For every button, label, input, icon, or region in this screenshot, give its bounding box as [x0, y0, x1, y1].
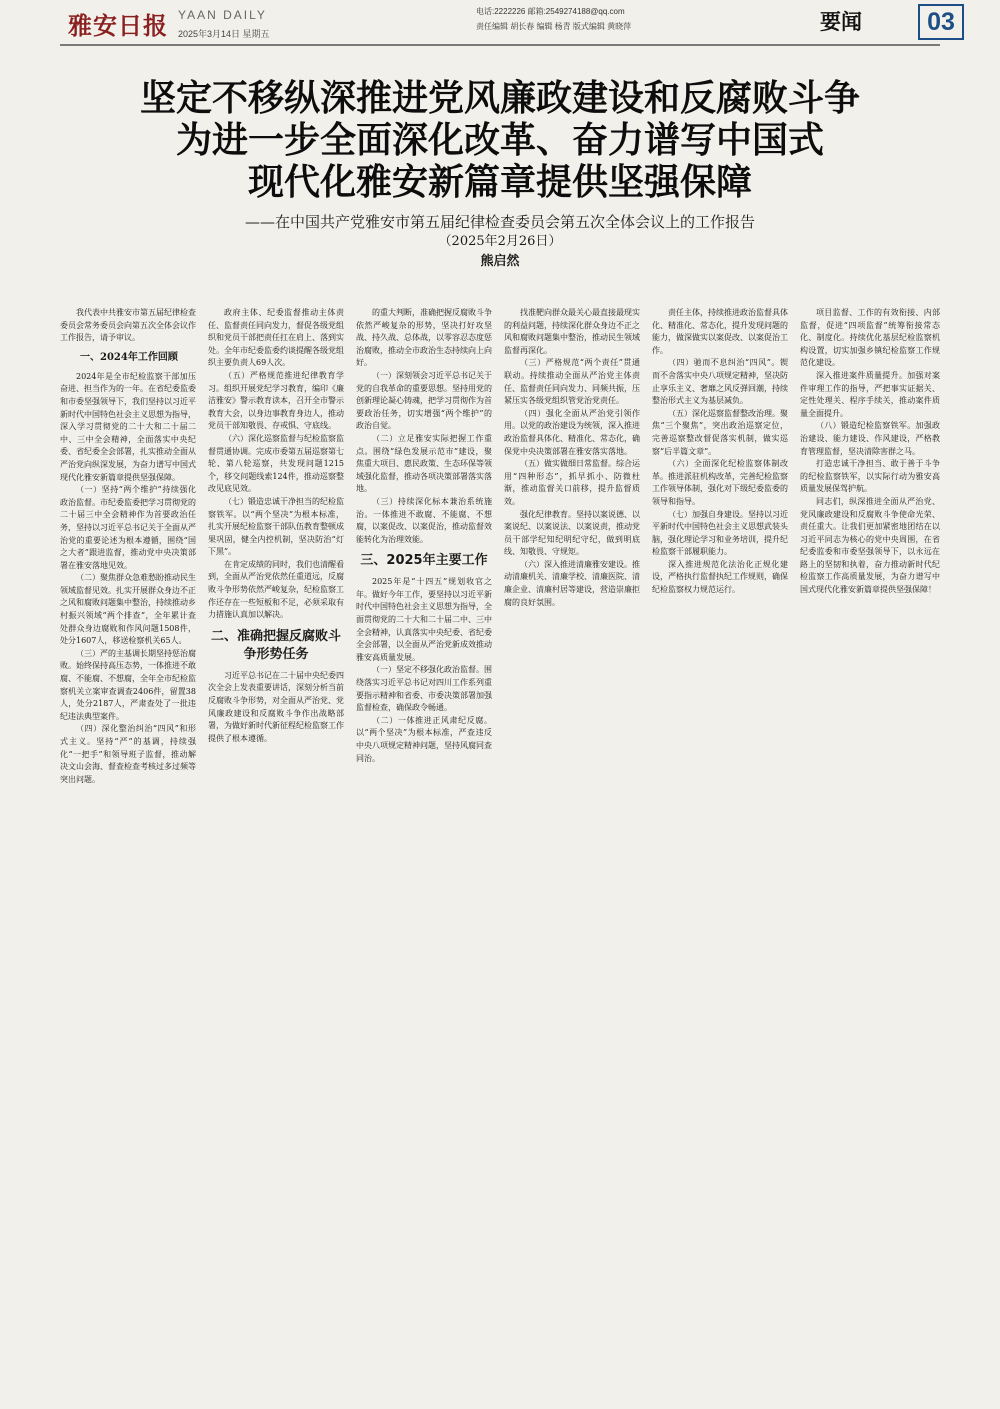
paragraph: 深入推进案件质量提升。加强对案件审理工作的指导，严把事实证据关、定性处理关、程序手续关，推动案件质量全面提升。: [800, 370, 940, 418]
paragraph: 找准靶向群众最关心最直接最现实的利益问题，持续深化群众身边不正之风和腐败问题集中整治，推动民生领域监督再深化。: [504, 308, 640, 355]
article-column-6: [800, 307, 940, 1395]
report-date: （2025年2月26日）: [438, 234, 562, 249]
section-heading: 二、准确把握反腐败斗争形势任务: [210, 628, 341, 662]
editors-line: 责任编辑 胡长春 编辑 杨青 版式编辑 黄晓萍: [476, 22, 632, 31]
paragraph: （五）做实做细日常监督。综合运用“四种形态”，抓早抓小、防微杜渐，推动监督关口前移，提升监督质效。: [504, 459, 640, 506]
paragraph: （七）加强自身建设。坚持以习近平新时代中国特色社会主义思想武装头脑，强化理论学习和业务培训，提升纪检监察干部履职能力。: [652, 509, 788, 557]
masthead: [0, 0, 1000, 46]
paragraph: （三）持续深化标本兼治系统施治。一体推进不敢腐、不能腐、不想腐，以案促改、以案促治，推动监督效能转化为治理效能。: [356, 496, 492, 544]
paragraph: 政府主体、纪委监督推动主体责任、监督责任同向发力，督促各级党组织和党员干部把责任扛在肩上、落到实处。全年市纪委监委约谈提醒各级党组织主要负责人69人次。: [208, 308, 344, 368]
article-column-5: [652, 307, 788, 1395]
paragraph: （四）驰而不息纠治“四风”。锲而不舍落实中央八项规定精神，坚决防止享乐主义、奢靡之风反弹回潮，持续整治形式主义为基层减负。: [652, 358, 788, 406]
paragraph: （五）严格规范推进纪律教育学习。组织开展党纪学习教育，编印《廉洁雅安》警示教育读本，召开全市警示教育大会，以身边事教育身边人，推动党员干部知敬畏、存戒惧、守底线。: [208, 370, 344, 431]
paragraph: 2024年是全市纪检监察干部加压奋进、担当作为的一年。在省纪委监委和市委坚强领导下，我们坚持以习近平新时代中国特色社会主义思想为指导，深入学习贯彻党的二十大和二十届二中、三中全会精神，全面落实中央纪委、省纪委全会部署，扎实推动全面从严治党向纵深发展，为奋力谱写中国式现代化雅安新篇章提供坚强保障。: [60, 371, 196, 482]
paragraph: （四）深化整治纠治“四风”和形式主义。坚持“严”的基调，持续强化“一把手”和领导班子监督，推动解决文山会海、督查检查考核过多过频等突出问题。: [60, 724, 196, 784]
article-body: [60, 307, 940, 1395]
paragraph: （六）深入推进清廉雅安建设。推动清廉机关、清廉学校、清廉医院、清廉企业、清廉村居等建设，营造崇廉拒腐的良好氛围。: [504, 559, 640, 607]
paragraph: 2025年是“十四五”规划收官之年。做好今年工作，要坚持以习近平新时代中国特色社会主义思想为指导，全面贯彻党的二十大和二十届二中、三中全会精神，认真落实中央纪委、省纪委全会部署，以全面从严治党新成效推动雅安高质量发展。: [356, 577, 492, 662]
subtitle: ——在中国共产党雅安市第五届纪律检查委员会第五次全体会议上的工作报告: [244, 213, 755, 231]
paragraph: （三）严格规范“两个责任”贯通联动。持续推动全面从严治党主体责任、监督责任同向发力、同频共振，压紧压实各级党组织管党治党责任。: [504, 358, 640, 406]
paragraph: 打造忠诚干净担当、敢于善于斗争的纪检监察铁军，以实际行动为雅安高质量发展保驾护航。: [800, 459, 940, 494]
paragraph: （六）全面深化纪检监察体制改革。推进派驻机构改革，完善纪检监察工作领导体制，强化对下级纪委监委的领导和指导。: [652, 459, 788, 506]
paragraph: 强化纪律教育。坚持以案说德、以案说纪、以案说法、以案说责，推动党员干部学纪知纪明纪守纪，做到明底线、知敬畏、守规矩。: [504, 509, 640, 557]
paragraph: （二）聚焦群众急难愁盼推动民生领域监督见效。扎实开展群众身边不正之风和腐败问题集中整治，持续推动乡村振兴领域“两个排查”，全年累计查处群众身边腐败和作风问题1508件，处分1607人，移送检察机关65人。: [60, 573, 196, 646]
article-column-3: [356, 307, 492, 1395]
paragraph: 同志们，纵深推进全面从严治党、党风廉政建设和反腐败斗争使命光荣、责任重大。让我们更加紧密地团结在以习近平同志为核心的党中央周围，在省纪委监委和市委坚强领导下，以永远在路上的坚韧和执着，奋力推动新时代纪检监察工作高质量发展，为奋力谱写中国式现代化雅安新篇章提供坚强保障！: [800, 496, 940, 595]
paragraph: （二）立足雅安实际把握工作重点。围绕“绿色发展示范市”建设，聚焦重大项目、惠民政策、生态环保等领域强化监督，推动各项决策部署落实落地。: [356, 433, 492, 494]
paragraph: 的重大判断，准确把握反腐败斗争依然严峻复杂的形势，坚决打好攻坚战、持久战、总体战，以零容忍态度惩治腐败，推动全市政治生态持续向上向好。: [356, 308, 492, 368]
author: 熊启然: [480, 254, 520, 269]
section-heading: 三、2025年主要工作: [360, 553, 488, 569]
paragraph: （六）深化巡察监督与纪检监察监督贯通协调。完成市委第五届巡察第七轮、第八轮巡察，共发现问题1215个，移交问题线索124件，推动巡察整改见底见效。: [208, 433, 344, 494]
paragraph: （八）锻造纪检监察铁军。加强政治建设、能力建设、作风建设，严格教育管理监督，坚决清除害群之马。: [800, 421, 940, 456]
paragraph: 深入推进规范化法治化正规化建设，严格执行监督执纪工作规则，确保纪检监察权力规范运行。: [652, 559, 788, 595]
section-heading: 一、2024年工作回顾: [80, 351, 178, 363]
paragraph: （一）坚持“两个维护”持续强化政治监督。市纪委监委把学习贯彻党的二十届三中全会精神作为首要政治任务，坚持以习近平总书记关于全面从严治党的重要论述为根本遵循，围绕“国之大者”跟进监督，推动党中央决策部署在雅安落地见效。: [60, 485, 196, 570]
article-column-2: [208, 307, 344, 1395]
headline-line-3: 现代化雅安新篇章提供坚强保障: [247, 162, 752, 203]
contact-line: 电话:2222226 邮箱:2549274188@qq.com: [476, 7, 625, 16]
section-title: 要闻: [820, 10, 862, 34]
paragraph: 习近平总书记在二十届中央纪委四次全会上发表重要讲话，深刻分析当前反腐败斗争形势，对全面从严治党、党风廉政建设和反腐败斗争作出战略部署，为做好新时代新征程纪检监察工作提供了根本遵循。: [208, 670, 344, 743]
header-rule: [60, 44, 940, 46]
brand-english: YAAN DAILY: [178, 8, 267, 22]
paragraph: （五）深化巡察监督整改治理。聚焦“三个聚焦”，突出政治巡察定位，完善巡察整改督促落实机制，做实巡察“后半篇文章”。: [652, 408, 788, 456]
article-header: [60, 78, 940, 272]
paragraph: （二）一体推进正风肃纪反腐。以“两个坚决”为根本标准，严查违反中央八项规定精神问题，坚持风腐同查同治。: [356, 715, 492, 763]
paragraph: 我代表中共雅安市第五届纪律检查委员会常务委员会向第五次全体会议作工作报告，请予审议。: [60, 308, 196, 343]
article-column-1: [60, 307, 196, 1395]
paragraph: （四）强化全面从严治党引领作用。以党的政治建设为统领，深入推进政治监督具体化、精准化、常态化，确保党中央决策部署在雅安落实落地。: [504, 408, 640, 456]
paragraph: 责任主体，持续推进政治监督具体化、精准化、常态化，提升发现问题的能力，做深做实以案促改、以案促治工作。: [652, 308, 788, 355]
issue-date: 2025年3月14日 星期五: [178, 29, 270, 39]
paragraph: （三）严的主基调长期坚持惩治腐败。始终保持高压态势，一体推进不敢腐、不能腐、不想腐，全年全市纪检监察机关立案审查调查2406件，留置38人，处分2187人，严肃查处了一批违纪违法典型案件。: [60, 648, 196, 721]
paragraph: （七）锻造忠诚干净担当的纪检监察铁军。以“两个坚决”为根本标准，扎实开展纪检监察干部队伍教育整顿成果巩固，健全内控机制，坚决防治“灯下黑”。: [208, 496, 344, 557]
paragraph: 在肯定成绩的同时，我们也清醒看到，全面从严治党依然任重道远，反腐败斗争形势依然严峻复杂，纪检监察工作还存在一些短板和不足，必须采取有力措施认真加以解决。: [208, 559, 344, 620]
paragraph: （一）深刻领会习近平总书记关于党的自我革命的重要思想。坚持用党的创新理论凝心铸魂，把学习贯彻作为首要政治任务，切实增强“两个维护”的政治自觉。: [356, 370, 492, 431]
paragraph: 项目监督、工作的有效衔接、内部监督，促进“四项监督”统筹衔接常态化、制度化。持续优化基层纪检监察机构设置，切实加强乡镇纪检监察工作规范化建设。: [800, 308, 940, 368]
page-number: 03: [918, 4, 964, 40]
article-column-4: [504, 307, 640, 1395]
newspaper-logo: 雅安日报: [68, 11, 168, 40]
headline-line-2: 为进一步全面深化改革、奋力谱写中国式: [175, 120, 824, 161]
paragraph: （一）坚定不移强化政治监督。围绕落实习近平总书记对四川工作系列重要指示精神和省委、市委决策部署加强监督检查，确保政令畅通。: [356, 665, 492, 713]
headline-line-1: 坚定不移纵深推进党风廉政建设和反腐败斗争: [139, 78, 860, 119]
